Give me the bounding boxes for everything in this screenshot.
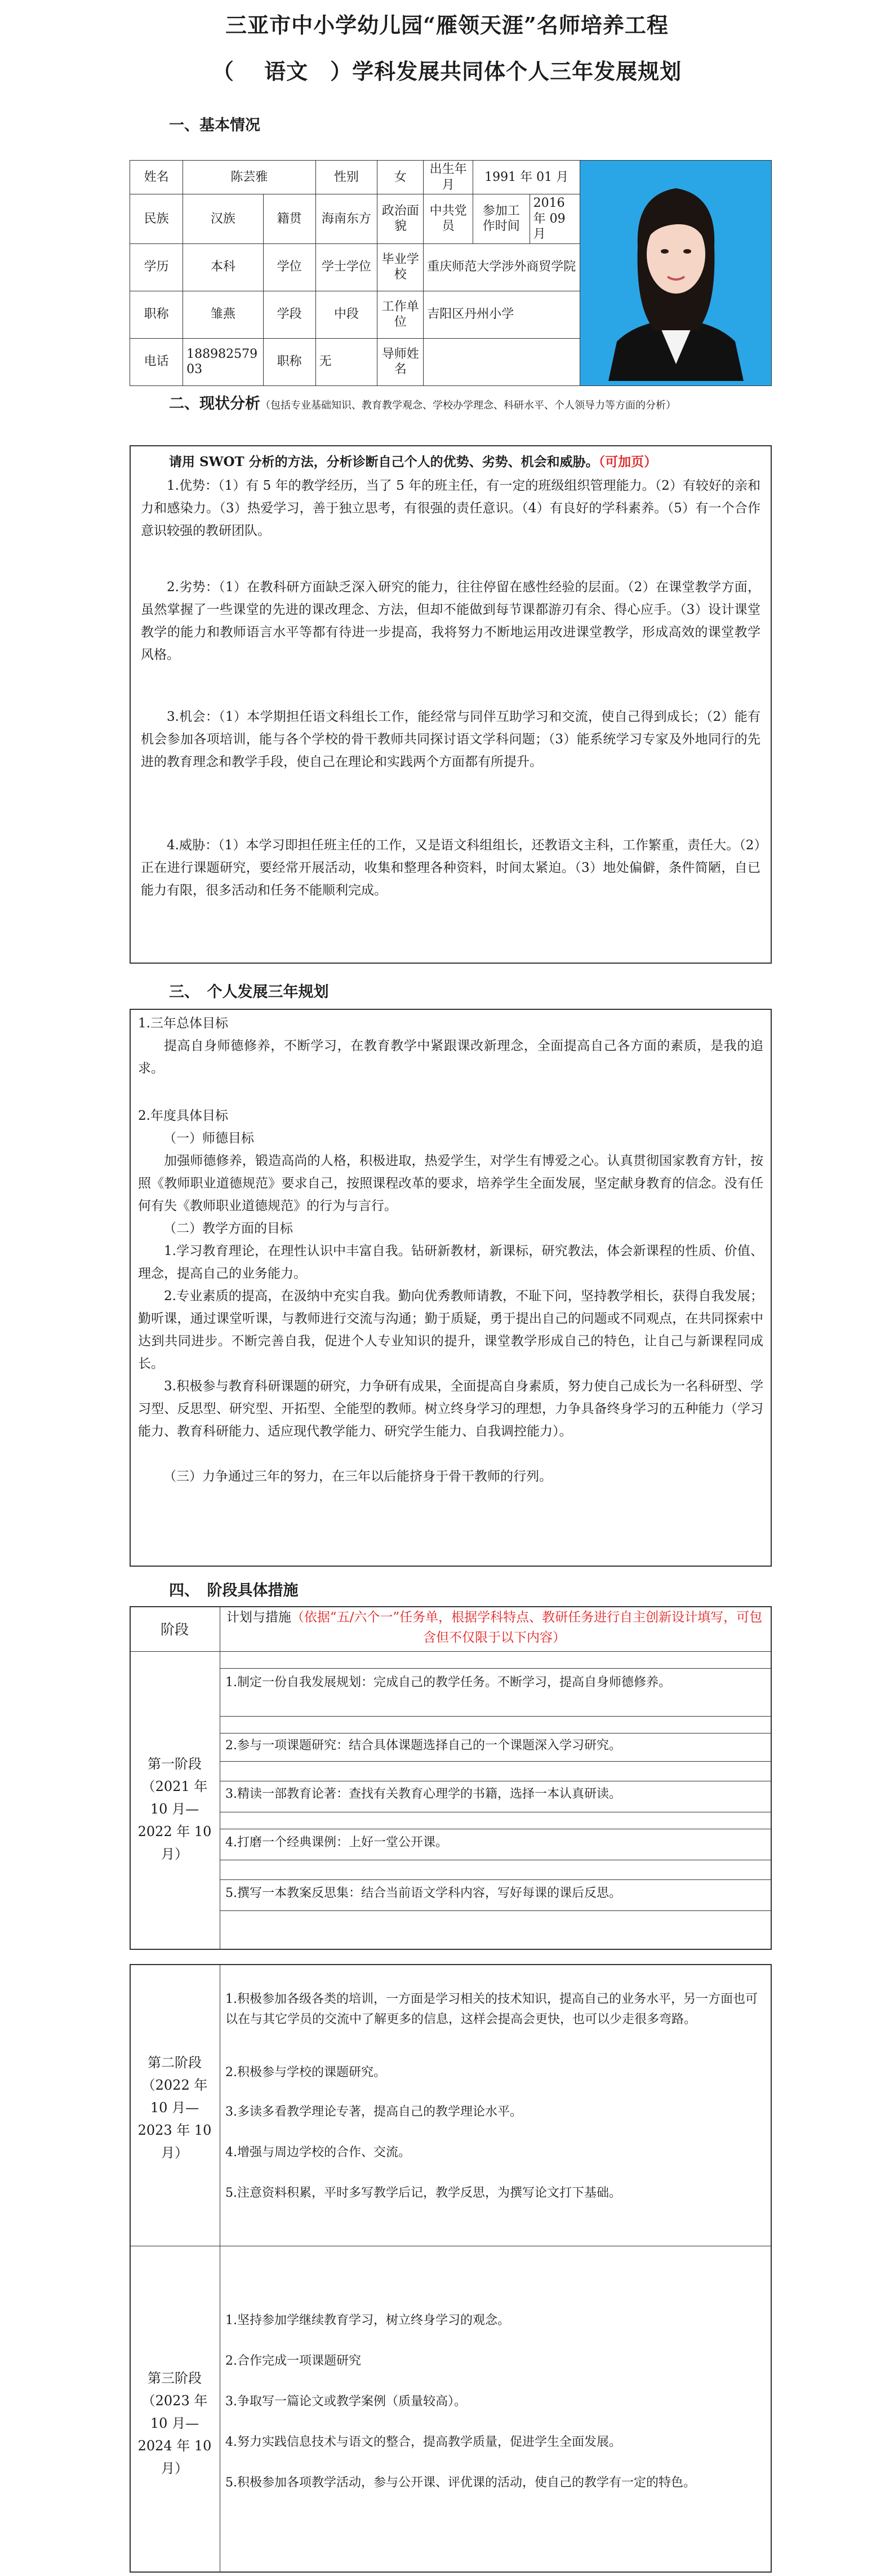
gender-value: 女 bbox=[377, 161, 424, 194]
swot-opportunities: 3.机会：（1）本学期担任语文科组长工作，能经常与同伴互助学习和交流，使自己得到成长；（2）能有机会参加各项培训，能与各个学校的骨干教师共同探讨语文学科问题；（3）能系统学习专家及外地同行的先进的教育理念和教学手段，使自己在理论和实践两个方面都有所提升。 bbox=[141, 710, 760, 769]
col-plan-prefix: 计划与措施 bbox=[226, 1610, 291, 1625]
swot-intro-red: （可加页） bbox=[598, 454, 657, 469]
plan-teaching-3: 3.积极参与教育科研课题的研究，力争研有成果，全面提高自身素质，努力使自己成长为一名科研型、学习型、反思型、研究型、开拓型、全能型的教师。树立终身学习的理想，力争具备终身学习的五种能力（学习能力、教育科研能力、适应现代教学能力、研究学生能力、自我调控能力）。 bbox=[138, 1379, 763, 1439]
stage3-item-1: 1.坚持参加学继续教育学习，树立终身学习的观念。 bbox=[225, 2313, 510, 2327]
stage2-item-5: 5.注意资料积累，平时多写教学后记，教学反思，为撰写论文打下基础。 bbox=[225, 2186, 621, 2200]
native-label: 籍贯 bbox=[263, 194, 315, 244]
school-label: 毕业学校 bbox=[377, 243, 424, 291]
swot-threats: 4.威胁：（1）本学习即担任班主任的工作，又是语文科组组长，还教语文主科，工作繁重，责任大。（2）正在进行课题研究，要经常开展活动，收集和整理各种资料，时间太紧迫。（3）地处偏僻，条件简陋，自已能力有限，很多活动和任务不能顺利完成。 bbox=[141, 838, 760, 898]
workdate-label: 参加工作时间 bbox=[473, 194, 530, 244]
plan-teaching-title: （二）教学方面的目标 bbox=[163, 1221, 293, 1236]
stage1-row-line bbox=[220, 1716, 772, 1717]
section2-title: 二、现状分析 bbox=[169, 395, 260, 413]
stage1-item-1: 1.制定一份自我发展规划：完成自己的教学任务。不断学习，提高自身师德修养。 bbox=[225, 1675, 671, 1690]
ethnic-label: 民族 bbox=[130, 194, 183, 244]
portrait-photo bbox=[580, 161, 772, 386]
degree-label: 学位 bbox=[263, 243, 315, 291]
name-value: 陈芸雅 bbox=[183, 161, 315, 194]
political-label: 政治面貌 bbox=[377, 194, 424, 244]
col-plan-header bbox=[225, 1607, 763, 1648]
unit-label: 工作单位 bbox=[377, 291, 424, 338]
school-value: 重庆师范大学涉外商贸学院 bbox=[424, 243, 580, 291]
stage2-label: 第二阶段（2022 年 10 月—2023 年 10 月） bbox=[137, 2055, 212, 2161]
stage1-label: 第一阶段（2021 年 10 月—2022 年 10 月） bbox=[137, 1756, 212, 1862]
plan-ethics-text: 加强师德修养，锻造高尚的人格，积极进取，热爱学生，对学生有博爱之心。认真贯彻国家教育方针，按照《教师职业道德规范》要求自己，按照课程改革的要求，培养学生全面发展，坚定献身教育的信念。没有任何有失《教师职业道德规范》的行为与言行。 bbox=[138, 1154, 763, 1213]
stage1-row-line bbox=[220, 1879, 772, 1880]
gender-label: 性别 bbox=[315, 161, 377, 194]
rank-label: 职称 bbox=[263, 338, 315, 385]
stage3-label: 第三阶段（2023 年 10 月—2024 年 10 月） bbox=[137, 2370, 212, 2476]
section3-heading: 三、 个人发展三年规划 bbox=[169, 983, 329, 1001]
phone-label: 电话 bbox=[130, 338, 183, 385]
stage3-item-5: 5.积极参加各项教学活动，参与公开课、评优课的活动，使自己的教学有一定的特色。 bbox=[225, 2476, 696, 2490]
plan-teaching-2: 2.专业素质的提高，在汲纳中充实自我。勤向优秀教师请教，不耻下问，坚持教学相长，获得自我发展；勤听课，通过课堂听课，与教师进行交流与沟通；勤于质疑，勇于提出自己的问题或不同观点，在共同探索中达到共同进步。不断完善自我，促进个人专业知识的提升，课堂教学形成自己的特色，让自己与新课程同成长。 bbox=[138, 1289, 763, 1371]
stage3-item-4: 4.努力实践信息技术与语文的整合，提高教学质量，促进学生全面发展。 bbox=[225, 2435, 621, 2449]
plan-goal-text: 提高自身师德修养，不断学习，在教育教学中紧跟课改新理念，全面提高自己各方面的素质，是我的追求。 bbox=[138, 1039, 763, 1076]
plan-goal-title: 1.三年总体目标 bbox=[138, 1016, 228, 1031]
title-label: 职称 bbox=[130, 291, 183, 338]
header-divider bbox=[130, 1651, 772, 1652]
swot-intro bbox=[169, 451, 749, 473]
birth-label: 出生年月 bbox=[424, 161, 473, 194]
section1-heading: 一、基本情况 bbox=[169, 117, 260, 134]
stage3-item-2: 2.合作完成一项课题研究 bbox=[225, 2354, 361, 2368]
stage1-item-3: 3.精读一部教育论著：查找有关教育心理学的书籍，选择一本认真研读。 bbox=[225, 1787, 621, 1801]
portrait-icon bbox=[591, 161, 760, 381]
title-line2: （ 语文 ）学科发展共同体个人三年发展规划 bbox=[212, 59, 682, 84]
stage-value: 中段 bbox=[315, 291, 377, 338]
stage1-row-line bbox=[220, 1668, 772, 1669]
stage1-item-5: 5.撰写一本教案反思集：结合当前语文学科内容，写好每课的课后反思。 bbox=[225, 1886, 621, 1900]
phone-value: 18898257903 bbox=[183, 338, 263, 385]
native-value: 海南东方 bbox=[315, 194, 377, 244]
mentor-label: 导师姓名 bbox=[377, 338, 424, 385]
edu-label: 学历 bbox=[130, 243, 183, 291]
basic-info-table bbox=[130, 160, 772, 386]
workdate-value: 2016 年 09 月 bbox=[530, 194, 580, 244]
swot-strengths: 1.优势：（1）有 5 年的教学经历，当了 5 年的班主任，有一定的班级组织管理能力。（2）有较好的亲和力和感染力。（3）热爱学习，善于独立思考，有很强的责任意识。（4）有良好的学科素养。（5）有一个合作意识较强的教研团队。 bbox=[141, 478, 760, 538]
col-plan-red: （依据“五/六个一”任务单，根据学科特点、教研任务进行自主创新设计填写，可包含但不仅限于以下内容） bbox=[291, 1610, 763, 1645]
stage1-row-line bbox=[220, 1761, 772, 1762]
plan-goal-3: （三）力争通过三年的努力，在三年以后能挤身于骨干教师的行列。 bbox=[163, 1469, 552, 1484]
plan-teaching-1: 1.学习教育理论，在理性认识中丰富自我。钻研新教材，新课标，研究教法，体会新课程的性质、价值、理念，提高自己的业务能力。 bbox=[138, 1244, 763, 1281]
stage1-item-4: 4.打磨一个经典课例：上好一堂公开课。 bbox=[225, 1835, 448, 1850]
stage2-item-4: 4.增强与周边学校的合作、交流。 bbox=[225, 2145, 411, 2160]
plan-ethics-title: （一）师德目标 bbox=[163, 1131, 254, 1146]
section2-heading bbox=[169, 394, 777, 415]
plan-year-title: 2.年度具体目标 bbox=[138, 1109, 228, 1123]
ethnic-value: 汉族 bbox=[183, 194, 263, 244]
section4-heading: 四、 阶段具体措施 bbox=[169, 1582, 299, 1599]
stage1-item-2: 2.参与一项课题研究：结合具体课题选择自己的一个课题深入学习研究。 bbox=[225, 1739, 621, 1753]
stage-label: 学段 bbox=[263, 291, 315, 338]
swot-intro-text: 请用 SWOT 分析的方法，分析诊断自己个人的优势、劣势、机会和威胁。 bbox=[169, 454, 599, 469]
col-stage-header: 阶段 bbox=[160, 1621, 189, 1638]
name-label: 姓名 bbox=[130, 161, 183, 194]
stage2-item-1: 1.积极参加各级各类的培训，一方面是学习相关的技术知识，提高自己的业务水平，另一方面也可以在与其它学员的交流中了解更多的信息，这样会提高会更快，也可以少走很多弯路。 bbox=[225, 1992, 758, 2027]
birth-value: 1991 年 01 月 bbox=[473, 161, 580, 194]
stage3-item-3: 3.争取写一篇论文或教学案例（质量较高）。 bbox=[225, 2395, 466, 2409]
stage2-item-2: 2.积极参与学校的课题研究。 bbox=[225, 2065, 386, 2080]
unit-value: 吉阳区丹州小学 bbox=[424, 291, 580, 338]
edu-value: 本科 bbox=[183, 243, 263, 291]
stage2-item-3: 3.多读多看教学理论专著，提高自己的教学理论水平。 bbox=[225, 2105, 522, 2119]
stage1-row-line bbox=[220, 1910, 772, 1911]
title-line1: 三亚市中小学幼儿园“雁领天涯”名师培养工程 bbox=[225, 12, 669, 38]
mentor-value bbox=[424, 338, 580, 385]
title-value: 雏燕 bbox=[183, 291, 263, 338]
degree-value: 学士学位 bbox=[315, 243, 377, 291]
political-value: 中共党员 bbox=[424, 194, 473, 244]
rank-value: 无 bbox=[315, 338, 377, 385]
section2-note: （包括专业基础知识、教育教学观念、学校办学理念、科研水平、个人领导力等方面的分析） bbox=[260, 400, 676, 411]
swot-weaknesses: 2.劣势：（1）在教科研方面缺乏深入研究的能力，往往停留在感性经验的层面。（2）在课堂教学方面，虽然掌握了一些课堂的先进的课改理念、方法，但却不能做到每节课都游刃有余、得心应手。（3）设计课堂教学的能力和教师语言水平等都有待进一步提高，我将努力不断地运用改进课堂教学，形成高效的课堂教学风格。 bbox=[141, 580, 760, 662]
